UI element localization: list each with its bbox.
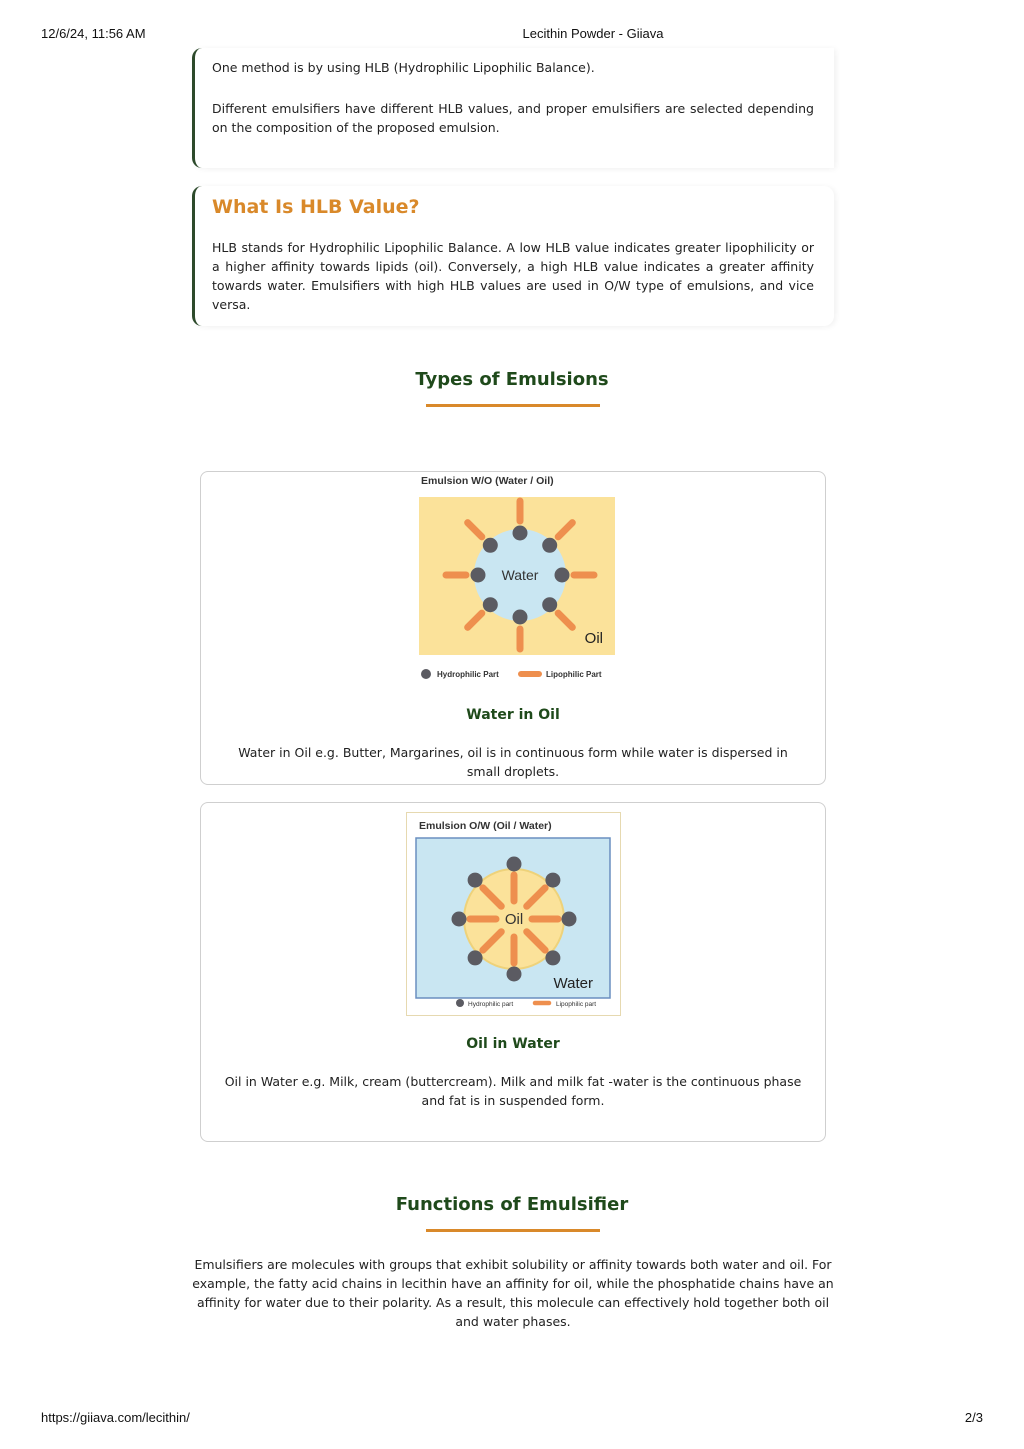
hlb-method-card — [192, 48, 834, 168]
method-paragraph-1: One method is by using HLB (Hydrophilic Lipophilic Balance). — [212, 60, 595, 75]
oil-in-water-diagram-image — [406, 812, 621, 1016]
wo-legend-lipophilic: Lipophilic Part — [546, 670, 602, 679]
print-page-number: 2/3 — [964, 1410, 983, 1425]
wo-hydrophilic-head — [542, 538, 557, 553]
water-in-oil-text: Water in Oil e.g. Butter, Margarines, oil is in continuous form while water is dispersed in small droplets. — [238, 745, 788, 779]
print-url: https://giiava.com/lecithin/ — [41, 1410, 190, 1425]
water-in-oil-card — [200, 471, 826, 785]
hydrophilic-legend-icon — [421, 669, 431, 679]
types-title-underline — [426, 404, 600, 407]
hlb-value-card — [192, 186, 834, 326]
wo-hydrophilic-head — [555, 568, 570, 583]
ow-hydrophilic-head — [562, 912, 577, 927]
wo-hydrophilic-head — [513, 526, 528, 541]
hlb-value-text: HLB stands for Hydrophilic Lipophilic Balance. A low HLB value indicates greater lipophilicity or a higher affinity towards lipids (oil). Conversely, a high HLB value indicates a greater affinity towards water. Emulsifiers with high HLB values are used in O/W type of emulsions, and vice versa. — [212, 240, 814, 312]
wo-center-label: Water — [501, 567, 539, 583]
wo-outer-label: Oil — [584, 630, 603, 647]
wo-hydrophilic-head — [513, 610, 528, 625]
oil-in-water-title: Oil in Water — [466, 1036, 560, 1052]
water-in-oil-title: Water in Oil — [466, 707, 560, 723]
wo-hydrophilic-head — [483, 538, 498, 553]
ow-legend-hydrophilic: Hydrophilic part — [468, 1001, 514, 1008]
ow-hydrophilic-head — [507, 967, 522, 982]
ow-legend-lipophilic: Lipophilic part — [556, 1001, 597, 1008]
ow-hydrophilic-head — [545, 873, 560, 888]
ow-center-label: Oil — [504, 911, 524, 928]
wo-diagram-title: Emulsion W/O (Water / Oil) — [421, 475, 554, 487]
functions-title-underline — [426, 1229, 600, 1232]
ow-diagram-title: Emulsion O/W (Oil / Water) — [419, 820, 552, 832]
wo-hydrophilic-head — [542, 597, 557, 612]
wo-hydrophilic-head — [471, 568, 486, 583]
ow-hydrophilic-head — [545, 950, 560, 965]
types-of-emulsions-title: Types of Emulsions — [415, 369, 609, 390]
water-in-oil-diagram-image — [417, 472, 623, 684]
method-paragraph-2: Different emulsifiers have different HLB values, and proper emulsifiers are selected depending on the composition of the proposed emulsion. — [212, 101, 814, 135]
ow-hydrophilic-head — [468, 873, 483, 888]
print-page-title: Lecithin Powder - Giiava — [522, 26, 664, 41]
ow-hydrophilic-head — [452, 912, 467, 927]
ow-hydrophilic-head — [468, 950, 483, 965]
functions-of-emulsifier-title: Functions of Emulsifier — [395, 1194, 629, 1215]
hydrophilic-legend-icon — [456, 999, 464, 1007]
oil-in-water-card — [200, 802, 826, 1142]
print-datetime: 12/6/24, 11:56 AM — [41, 26, 146, 41]
wo-hydrophilic-head — [483, 597, 498, 612]
hlb-value-title: What Is HLB Value? — [212, 196, 420, 218]
functions-of-emulsifier-text: Emulsifiers are molecules with groups that exhibit solubility or affinity towards both water and oil. For example, the fatty acid chains in lecithin have an affinity for oil, while the phosphatide chains have an affinity for water due to their polarity. As a result, this molecule can effectively hold together both oil and water phases. — [192, 1257, 834, 1329]
ow-hydrophilic-head — [507, 857, 522, 872]
oil-in-water-text: Oil in Water e.g. Milk, cream (buttercream). Milk and milk fat -water is the continuous phase and fat is in suspended form. — [224, 1074, 802, 1108]
ow-outer-label: Water — [553, 975, 593, 992]
wo-legend-hydrophilic: Hydrophilic Part — [437, 670, 499, 679]
